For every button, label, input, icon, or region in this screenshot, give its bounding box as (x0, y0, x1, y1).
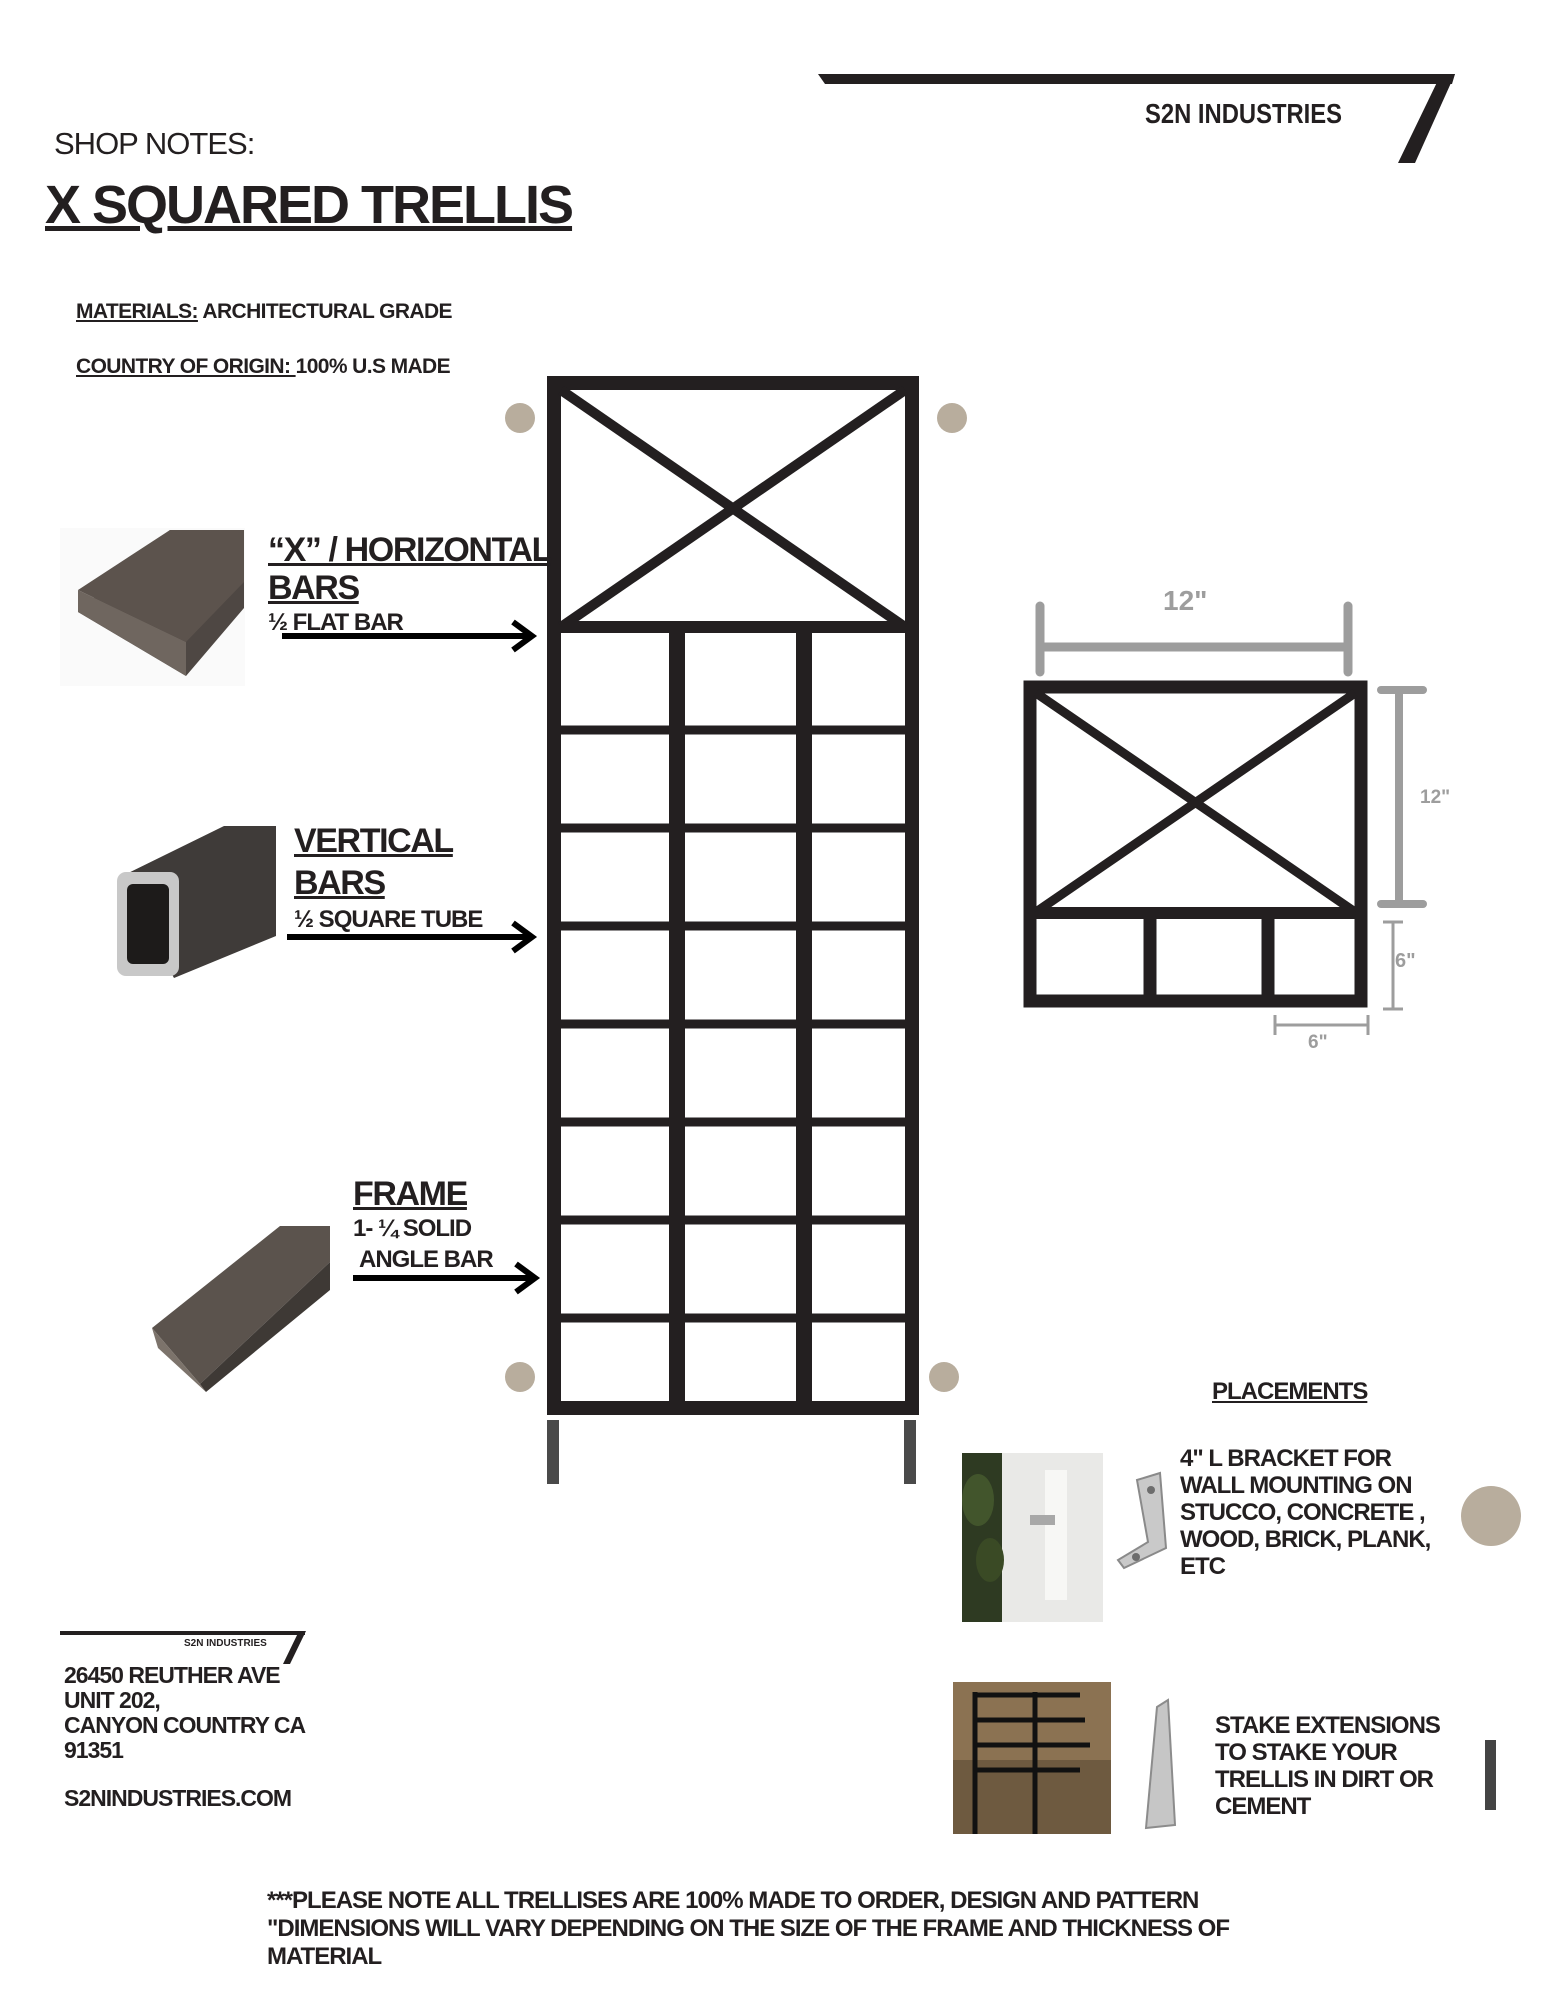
bracket-description (1180, 1445, 1430, 1580)
website-link[interactable]: S2NINDUSTRIES.COM (64, 1785, 292, 1811)
materials-label: MATERIALS: (76, 300, 198, 323)
part-title: “X” / HORIZONTAL (268, 531, 551, 569)
dim-cell-height-label: 6" (1395, 950, 1416, 972)
trellis-stake-right (904, 1420, 916, 1484)
shop-notes-label: SHOP NOTES: (54, 126, 255, 161)
address-line: UNIT 202, (64, 1687, 160, 1713)
address-line: CANYON COUNTRY CA (64, 1712, 306, 1738)
origin-value: 100% U.S MADE (295, 355, 451, 378)
part-spec: ½ SQUARE TUBE (294, 906, 483, 933)
materials-value: ARCHITECTURAL GRADE (197, 300, 452, 323)
dim-width-label: 12" (1163, 585, 1208, 616)
trellis-stake-left (547, 1420, 559, 1484)
stake-line: CEMENT (1215, 1793, 1311, 1820)
footer-line: "DIMENSIONS WILL VARY DEPENDING ON THE SIZE OF THE FRAME AND THICKNESS OF (267, 1915, 1229, 1942)
placements-title: PLACEMENTS (1212, 1378, 1368, 1405)
detail-frame (1030, 687, 1361, 1001)
mount-dot-bottom-right (929, 1362, 959, 1392)
footer-note (267, 1887, 1367, 1971)
bracket-line: STUCCO, CONCRETE , (1180, 1499, 1425, 1526)
part-label-flat-bar (268, 531, 551, 638)
brand-name: S2N INDUSTRIES (1145, 98, 1343, 129)
part-title: BARS (268, 569, 359, 607)
part-title: FRAME (353, 1175, 467, 1213)
part-title: BARS (294, 864, 385, 902)
dim-height-label: 12" (1420, 787, 1451, 808)
address-line: 91351 (64, 1737, 123, 1763)
dim-cell-width-label: 6" (1308, 1032, 1328, 1053)
stake-extension-icon (1146, 1700, 1175, 1828)
origin-label: COUNTRY OF ORIGIN: (76, 355, 296, 378)
flat-bar-photo (60, 528, 245, 686)
mount-dot-top-right (937, 403, 967, 433)
l-bracket-icon (1118, 1473, 1166, 1568)
stake-line: TRELLIS IN DIRT OR (1215, 1766, 1433, 1793)
part-title: VERTICAL (294, 822, 453, 860)
trellis-frame (554, 383, 912, 1408)
small-logo (60, 1631, 306, 1664)
address-line: 26450 REUTHER AVE (64, 1662, 280, 1688)
part-label-frame (353, 1175, 493, 1275)
stake-line: STAKE EXTENSIONS (1215, 1712, 1440, 1739)
trellis-horizontal-bars (561, 730, 905, 1318)
mount-dot-bottom-left (505, 1362, 535, 1392)
footer-line: MATERIAL (267, 1943, 382, 1970)
part-spec: ANGLE BAR (359, 1246, 493, 1273)
detail-drawing (1030, 606, 1423, 1035)
stake-description (1215, 1712, 1440, 1820)
page-title: X SQUARED TRELLIS (45, 175, 573, 235)
stake-line: TO STAKE YOUR (1215, 1739, 1397, 1766)
part-spec: ½ FLAT BAR (268, 609, 403, 636)
mount-dot-top-left (505, 403, 535, 433)
company-address (64, 1663, 305, 1763)
part-label-square-tube (294, 820, 482, 935)
bracket-line: ETC (1180, 1553, 1225, 1580)
bracket-line: WOOD, BRICK, PLANK, (1180, 1526, 1431, 1553)
bracket-line: 4" L BRACKET FOR (1180, 1445, 1391, 1472)
bracket-line: WALL MOUNTING ON (1180, 1472, 1412, 1499)
placement-dot (1461, 1486, 1521, 1546)
dim-height (1381, 690, 1423, 904)
bracket-wall-photo (962, 1453, 1103, 1622)
footer-line: ***PLEASE NOTE ALL TRELLISES ARE 100% MADE TO ORDER, DESIGN AND PATTERN (267, 1887, 1199, 1914)
part-spec: 1- ¼ SOLID (353, 1215, 472, 1242)
placement-stake-bar (1485, 1740, 1496, 1810)
small-logo-name: S2N INDUSTRIES (184, 1638, 267, 1649)
angle-bar-photo (152, 1226, 330, 1392)
square-tube-photo (117, 826, 276, 978)
stake-ground-photo (953, 1682, 1111, 1834)
